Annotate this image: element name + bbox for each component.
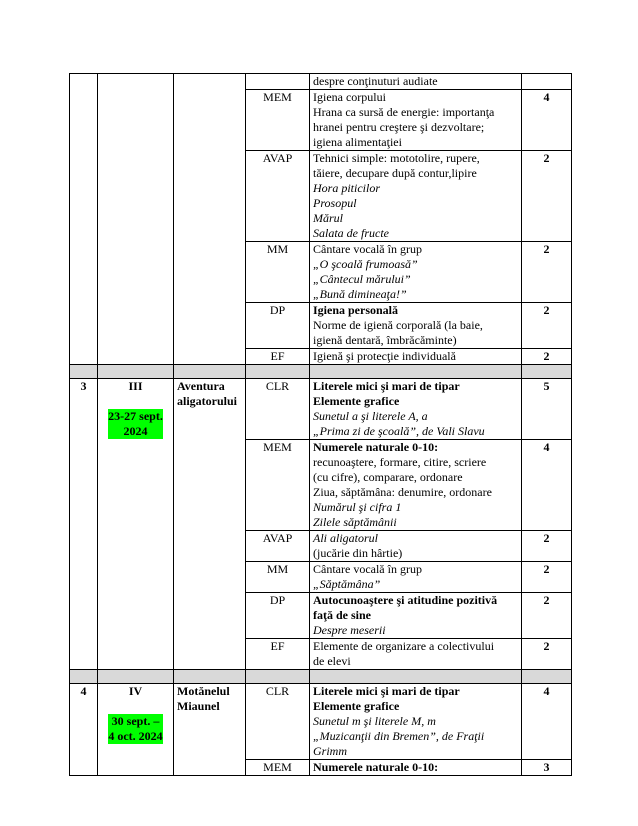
content-line: Ziua, săptămâna: denumire, ordonare [313,485,492,499]
content-line: despre conţinuturi audiate [313,74,438,88]
content-line: Numărul şi cifra 1 [313,500,402,514]
content-line: Hora piticilor [313,181,381,195]
content-line: „Săptămâna” [313,577,381,591]
content-line: Hrana ca sursă de energie: importanţa [313,105,495,119]
separator-cell [310,365,522,379]
content-cell [310,440,522,531]
hours-count: 4 [522,440,572,531]
separator-cell [246,670,310,684]
content-line: Numerele naturale 0-10: [313,760,439,774]
subject-area: CLR [246,379,310,440]
subject-area: CLR [246,684,310,760]
content-cell [310,760,522,776]
content-line: Zilele săptămânii [313,515,397,529]
hours-count: 2 [522,303,572,349]
content-line: (jucărie din hârtie) [313,546,403,560]
content-line: de elevi [313,654,351,668]
dates-line: 4 oct. 2024 [108,729,163,743]
hours-count: 2 [522,242,572,303]
content-line: faţă de sine [313,608,371,622]
table-row [70,379,572,440]
table-row [70,74,572,90]
week-number: III [128,379,143,393]
hours-count: 2 [522,151,572,242]
week-cell [98,74,174,365]
content-line: Elemente de organizare a colectivului [313,639,495,653]
content-line: igiena alimentaţiei [313,135,402,149]
content-line: Literele mici şi mari de tipar [313,379,460,393]
lesson-plan-table [69,73,572,776]
hours-count: 3 [522,760,572,776]
week-dates [108,714,162,744]
content-line: Tehnici simple: mototolire, rupere, [313,151,480,165]
content-cell [310,90,522,151]
theme-cell [174,74,246,365]
content-line: Sunetul m şi literele M, m [313,714,436,728]
separator-cell [246,365,310,379]
subject-area: EF [246,639,310,670]
unit-number: 3 [70,379,98,670]
week-number: IV [128,684,143,698]
subject-area: AVAP [246,531,310,562]
dates-line: 30 sept. – [111,714,160,728]
separator-row [70,670,572,684]
separator-row [70,365,572,379]
unit-number-cell [70,74,98,365]
content-line: „Cântecul mărului” [313,272,411,286]
hours-count: 5 [522,379,572,440]
separator-cell [70,670,98,684]
content-line: Autocunoaştere şi atitudine pozitivă [313,593,498,607]
unit-number: 4 [70,684,98,776]
content-line: Salata de fructe [313,226,389,240]
week-cell [98,684,174,776]
content-line: Prosopul [313,196,357,210]
content-line: Cântare vocală în grup [313,242,422,256]
separator-cell [98,670,174,684]
content-line: Cântare vocală în grup [313,562,422,576]
content-cell [310,74,522,90]
content-cell [310,242,522,303]
dates-line: 23-27 sept. [108,409,163,423]
content-line: „Prima zi de şcoală”, de Vali Slavu [313,424,485,438]
week-cell [98,379,174,670]
content-line: Grimm [313,744,348,758]
subject-area: MM [246,562,310,593]
hours-count: 2 [522,593,572,639]
hours-count [522,74,572,90]
content-line: Igiena personală [313,303,399,317]
content-line: igienă dentară, îmbrăcăminte) [313,333,457,347]
content-cell [310,593,522,639]
hours-count: 2 [522,639,572,670]
content-line: „Muzicanţii din Bremen”, de Fraţii [313,729,485,743]
table-row [70,684,572,760]
hours-count: 2 [522,349,572,365]
content-cell [310,639,522,670]
content-line: Sunetul a şi literele A, a [313,409,428,423]
week-dates [108,409,163,439]
content-cell [310,684,522,760]
content-line: Igiena corpului [313,90,386,104]
content-line: Igienă şi protecţie individuală [313,349,456,363]
hours-count: 2 [522,562,572,593]
subject-area: MEM [246,760,310,776]
content-line: „O şcoală frumoasă” [313,257,418,271]
hours-count: 4 [522,684,572,760]
subject-area: MM [246,242,310,303]
subject-area: MEM [246,440,310,531]
content-cell [310,303,522,349]
theme-line: aligatorului [177,394,238,408]
separator-cell [70,365,98,379]
content-line: Elemente grafice [313,394,400,408]
content-line: Norme de igienă corporală (la baie, [313,318,483,332]
hours-count: 2 [522,531,572,562]
subject-area: DP [246,593,310,639]
subject-area: AVAP [246,151,310,242]
content-line: (cu cifre), comparare, ordonare [313,470,463,484]
hours-count: 4 [522,90,572,151]
unit-theme [174,379,246,670]
content-line: recunoaştere, formare, citire, scriere [313,455,487,469]
content-cell [310,531,522,562]
separator-cell [174,670,246,684]
subject-area: MEM [246,90,310,151]
separator-cell [174,365,246,379]
subject-area: EF [246,349,310,365]
subject-area: DP [246,303,310,349]
separator-cell [98,365,174,379]
separator-cell [310,670,522,684]
content-cell [310,562,522,593]
content-line: Numerele naturale 0-10: [313,440,439,454]
content-line: Ali aligatorul [313,531,379,545]
content-line: Literele mici şi mari de tipar [313,684,460,698]
subject-area [246,74,310,90]
content-line: Mărul [313,211,343,225]
content-line: hranei pentru creştere şi dezvoltare; [313,120,485,134]
separator-cell [522,670,572,684]
theme-line: Aventura [177,379,225,393]
theme-line: Miaunel [177,699,220,713]
content-line: Elemente grafice [313,699,400,713]
content-cell [310,349,522,365]
dates-line: 2024 [123,424,148,438]
content-line: Despre meserii [313,623,386,637]
separator-cell [522,365,572,379]
unit-theme [174,684,246,776]
content-line: „Bună dimineaţa!” [313,287,407,301]
theme-line: Motănelul [177,684,230,698]
content-cell [310,151,522,242]
content-cell [310,379,522,440]
content-line: tăiere, decupare după contur,lipire [313,166,477,180]
